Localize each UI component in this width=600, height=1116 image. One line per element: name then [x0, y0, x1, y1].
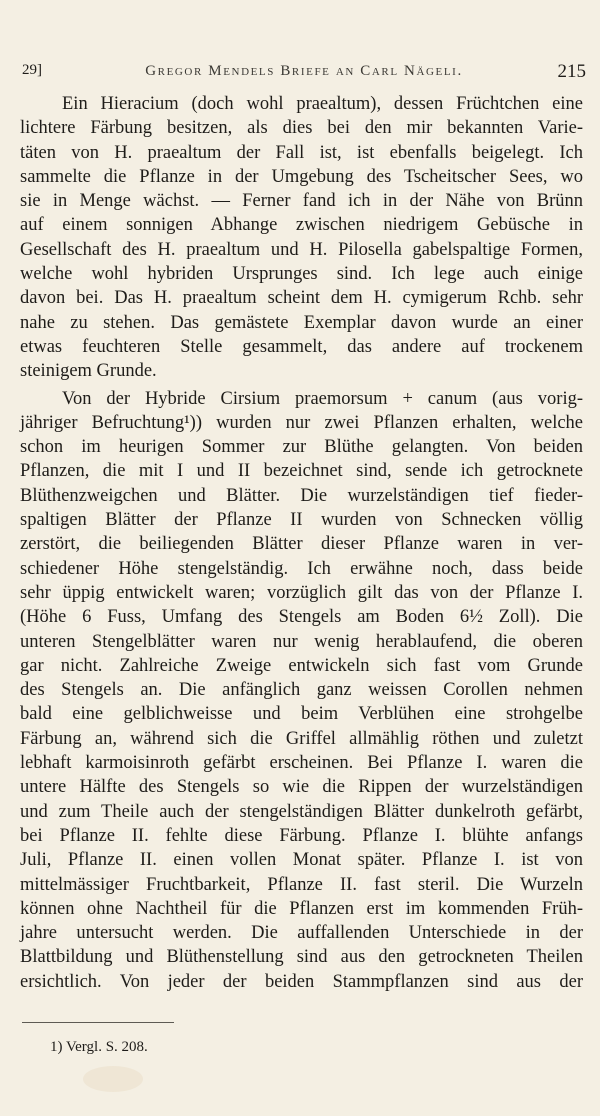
text-line: bei Pflanze II. fehlte diese Färbung. Pflanze I. blühte anfangs — [20, 825, 583, 846]
text-line: Pflanzen, die mit I und II bezeichnet sind, sende ich getrocknete — [20, 461, 583, 482]
text-line: sammelte die Pflanze in der Umgebung des Tscheitscher Sees, wo — [20, 166, 583, 187]
text-line: spaltigen Blätter der Pflanze II wurden von Schnecken völlig — [20, 510, 583, 531]
section-marker: 29] — [22, 62, 42, 78]
text-line: etwas feuchteren Stelle gesammelt, das andere auf trockenem — [20, 336, 583, 357]
text-line: zerstört, die beiliegenden Blätter dieser Pflanze waren in ver- — [20, 534, 583, 555]
text-line: unteren Stengelblätter waren nur wenig herablaufend, die oberen — [20, 631, 583, 652]
footnote: 1) Vergl. S. 208. — [50, 1039, 148, 1055]
running-header — [22, 62, 586, 86]
running-title: Gregor Mendels Briefe an Carl Nägeli. — [145, 63, 463, 79]
text-line: Von der Hybride Cirsium praemorsum + canum (aus vorig- — [62, 388, 583, 409]
text-line: lichtere Färbung besitzen, als dies bei den mir bekannten Varie- — [20, 118, 583, 139]
text-line: Juli, Pflanze II. einen vollen Monat später. Pflanze I. ist von — [20, 850, 583, 871]
text-line: jähriger Befruchtung¹)) wurden nur zwei Pflanzen erhalten, welche — [20, 412, 583, 433]
text-line: (Höhe 6 Fuss, Umfang des Stengels am Boden 6½ Zoll). Die — [20, 607, 583, 628]
text-line: Blattbildung und Blüthenstellung sind aus den getrockneten Theilen — [20, 947, 583, 968]
paper-stain — [83, 1066, 143, 1092]
text-line: lebhaft karmoisinroth gefärbt erscheinen. Bei Pflanze I. waren die — [20, 753, 583, 774]
text-line: gar nicht. Zahlreiche Zweige entwickeln sich fast vom Grunde — [20, 655, 583, 676]
text-line: davon bei. Das H. praealtum scheint dem H. cymigerum Rchb. sehr — [20, 288, 583, 309]
text-line: bald eine gelblichweisse und beim Verblühen eine strohgelbe — [20, 704, 583, 725]
text-line: Färbung an, während sich die Griffel allmählig röthen und zuletzt — [20, 728, 583, 749]
text-line: auf einem sonnigen Abhange zwischen niedrigem Gebüsche in — [20, 215, 583, 236]
text-line: nahe zu stehen. Das gemästete Exemplar davon wurde an einer — [20, 312, 583, 333]
text-line: untere Hälfte des Stengels so wie die Rippen der wurzelständigen — [20, 777, 583, 798]
text-line: jahre untersucht werden. Die auffallenden Unterschiede in der — [20, 923, 583, 944]
text-line: können ohne Nachtheil für die Pflanzen erst im kommenden Früh- — [20, 898, 583, 919]
text-line: welche wohl hybriden Ursprunges sind. Ich lege auch einige — [20, 264, 583, 285]
text-line: sehr üppig entwickelt waren; vorzüglich gilt das von der Pflanze I. — [20, 582, 583, 603]
text-line: sie in Menge wächst. — Ferner fand ich in der Nähe von Brünn — [20, 191, 583, 212]
text-line: schiedener Höhe stengelständig. Ich erwähne noch, dass beide — [20, 558, 583, 579]
text-line: schon im heurigen Sommer zur Blüthe gelangten. Von beiden — [20, 437, 583, 458]
text-line: ersichtlich. Von jeder der beiden Stammpflanzen sind aus der — [20, 971, 583, 992]
letter-body — [20, 92, 583, 994]
text-line: Blüthenzweigchen und Blätter. Die wurzelständigen tief fieder- — [20, 485, 583, 506]
text-line: täten von H. praealtum der Fall ist, ist ebenfalls beigelegt. Ich — [20, 142, 583, 163]
text-line: steinigem Grunde. — [20, 361, 157, 382]
page-number: 215 — [557, 61, 586, 82]
text-line: mittelmässiger Fruchtbarkeit, Pflanze II. fast steril. Die Wurzeln — [20, 874, 583, 895]
footnote-divider — [22, 1022, 174, 1023]
text-line: Gesellschaft des H. praealtum und H. Pilosella gabelspaltige Formen, — [20, 239, 583, 260]
text-line: Ein Hieracium (doch wohl praealtum), dessen Früchtchen eine — [62, 94, 583, 114]
text-line: und zum Theile auch der stengelständigen Blätter dunkelroth gefärbt, — [20, 801, 583, 822]
text-line: des Stengels an. Die anfänglich ganz weissen Corollen nehmen — [20, 680, 583, 701]
